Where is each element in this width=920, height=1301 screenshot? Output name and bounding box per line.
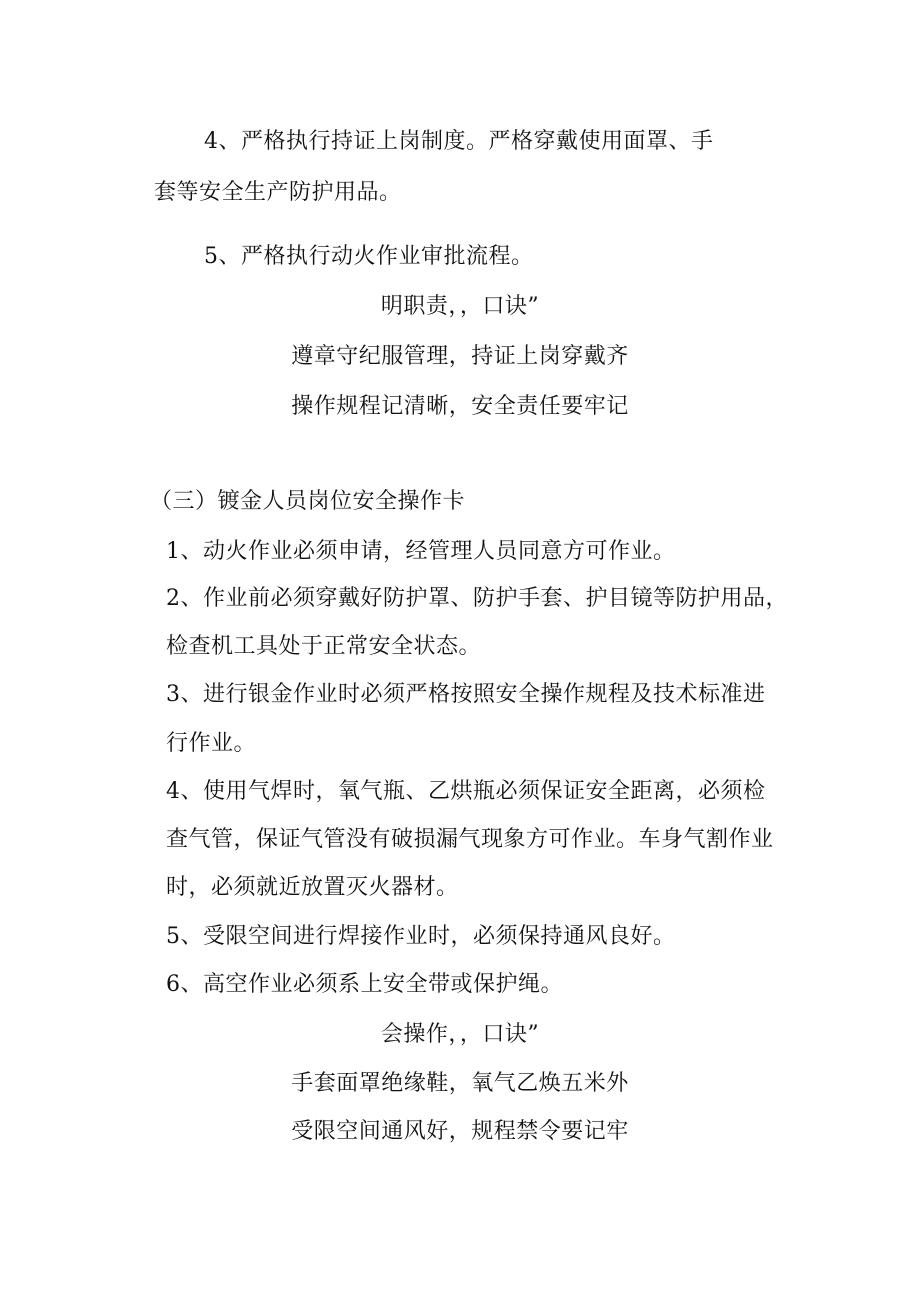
list-item-4-line3: 时，必须就近放置灭火器材。 <box>166 875 459 900</box>
list-item-2-line2: 检查机工具处于正常安全状态。 <box>166 634 482 659</box>
rhyme-line: 操作规程记清晰，安全责任要牢记 <box>291 394 629 419</box>
paragraph-item4-line2: 套等安全生产防护用品。 <box>154 180 402 205</box>
list-item-6: 6、高空作业必须系上安全带或保护绳。 <box>166 972 563 997</box>
rhyme-title-duty: 明职责，，口诀” <box>380 294 540 319</box>
rhyme-line: 遵章守纪服管理，持证上岗穿戴齐 <box>291 344 629 369</box>
list-item-4-line1: 4、使用气焊时，氧气瓶、乙烘瓶必须保证安全距离，必须检 <box>166 779 766 804</box>
list-item-1: 1、动火作业必须申请，经管理人员同意方可作业。 <box>166 539 676 564</box>
list-item-3-line1: 3、进行银金作业时必须严格按照安全操作规程及技术标准进 <box>166 682 766 707</box>
list-item-2-line1: 2、作业前必须穿戴好防护罩、防护手套、护目镜等防护用品， <box>166 586 788 611</box>
list-item-4-line2: 查气管，保证气管没有破损漏气现象方可作业。车身气割作业 <box>166 827 774 852</box>
paragraph-item5: 5、严格执行动火作业审批流程。 <box>204 244 534 269</box>
list-item-5: 5、受限空间进行焊接作业时，必须保持通风良好。 <box>166 924 676 949</box>
rhyme-title-operation: 会操作，，口诀” <box>380 1022 540 1047</box>
rhyme-line: 受限空间通风好，规程禁令要记牢 <box>291 1119 629 1144</box>
rhyme-line: 手套面罩绝缘鞋，氧气乙焕五米外 <box>291 1071 629 1096</box>
list-item-3-line2: 行作业。 <box>166 731 257 756</box>
paragraph-item4-line1: 4、严格执行持证上岗制度。严格穿戴使用面罩、手 <box>204 129 714 154</box>
section-heading: （三）镀金人员岗位安全操作卡 <box>150 489 466 514</box>
